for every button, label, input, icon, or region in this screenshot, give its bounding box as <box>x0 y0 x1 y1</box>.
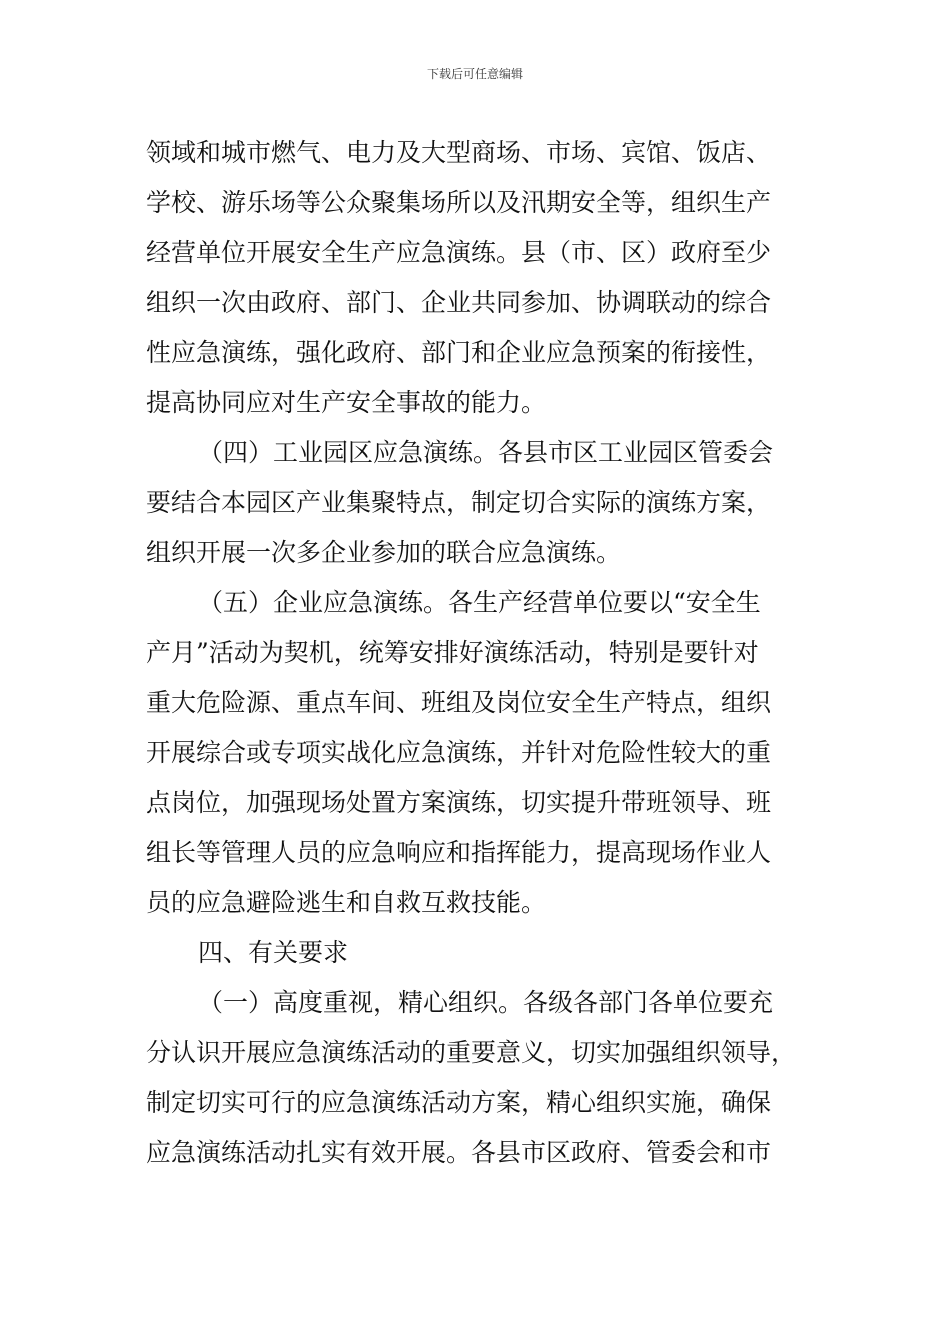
text-line: 组织开展一次多企业参加的联合应急演练。 <box>146 538 622 567</box>
page-header: 下载后可任意编辑 <box>426 67 523 81</box>
text-line: 重大危险源、重点车间、班组及岗位安全生产特点，组织 <box>146 688 772 717</box>
paragraph-heading-line: （四）工业园区应急演练。各县市区工业园区管委会 <box>198 438 774 467</box>
text-line: 制定切实可行的应急演练活动方案，精心组织实施，确保 <box>146 1088 772 1117</box>
text-line: 提高协同应对生产安全事故的能力。 <box>146 388 547 417</box>
paragraph-heading-line: （一）高度重视，精心组织。各级各部门各单位要充 <box>198 988 774 1017</box>
text-line: 分认识开展应急演练活动的重要意义，切实加强组织领导， <box>146 1038 797 1067</box>
text-line: 学校、游乐场等公众聚集场所以及汛期安全等，组织生产 <box>146 188 772 217</box>
section-heading: 四、有关要求 <box>198 938 349 967</box>
text-line: 组织一次由政府、部门、企业共同参加、协调联动的综合 <box>146 288 772 317</box>
text-line: 员的应急避险逃生和自救互救技能。 <box>146 888 547 917</box>
text-line: 经营单位开展安全生产应急演练。县（市、区）政府至少 <box>146 238 772 267</box>
text-line: 产月”活动为契机，统筹安排好演练活动，特别是要针对 <box>146 638 759 667</box>
text-line: 开展综合或专项实战化应急演练，并针对危险性较大的重 <box>146 738 772 767</box>
text-line: 领域和城市燃气、电力及大型商场、市场、宾馆、饭店、 <box>146 138 772 167</box>
text-line: 组长等管理人员的应急响应和指挥能力，提高现场作业人 <box>146 838 772 867</box>
paragraph-heading-line: （五）企业应急演练。各生产经营单位要以“安全生 <box>198 588 761 617</box>
text-line: 应急演练活动扎实有效开展。各县市区政府、管委会和市 <box>146 1138 772 1167</box>
text-line: 性应急演练，强化政府、部门和企业应急预案的衔接性， <box>146 338 772 367</box>
text-line: 点岗位，加强现场处置方案演练，切实提升带班领导、班 <box>146 788 772 817</box>
text-line: 要结合本园区产业集聚特点，制定切合实际的演练方案， <box>146 488 772 517</box>
document-body <box>146 128 806 1178</box>
